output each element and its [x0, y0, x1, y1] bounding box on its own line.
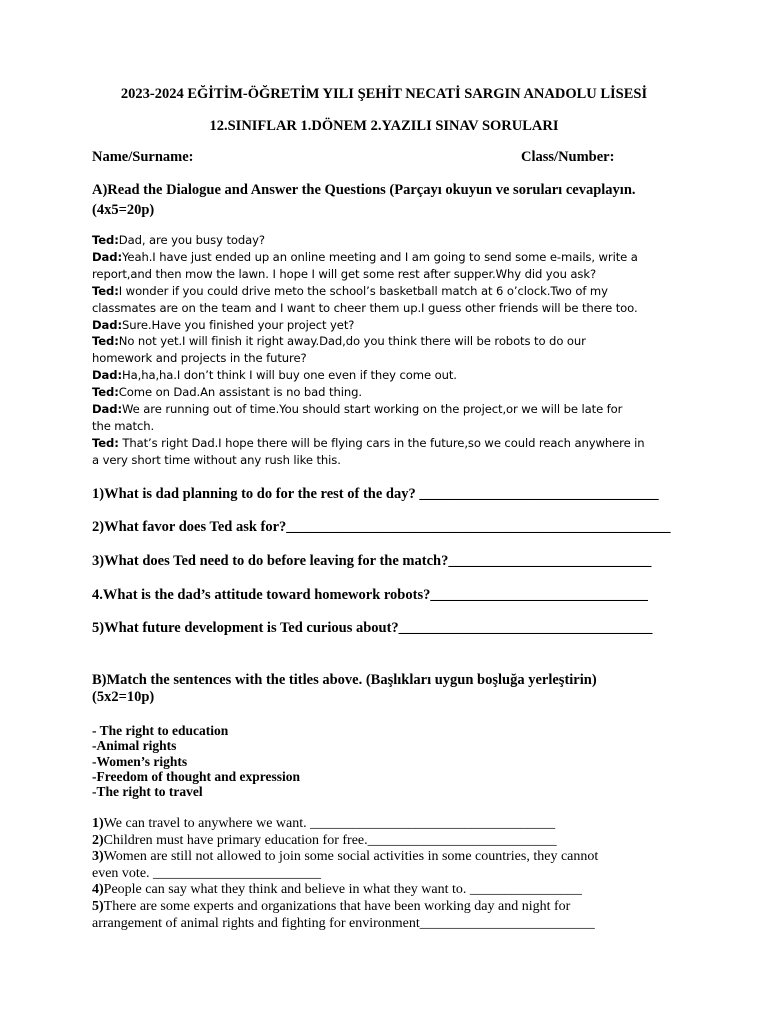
speaker: Ted: [92, 334, 119, 349]
sentence-line [92, 833, 672, 850]
speaker: Ted: [92, 385, 119, 400]
school-title: 2023-2024 EĞİTİM-ÖĞRETİM YILI ŞEHİT NECATİ SARGIN ANADOLU LİSESİ [120, 86, 648, 102]
dialogue-line [92, 367, 692, 384]
sentence-number: 5) [92, 898, 104, 914]
sentence-number: 3) [92, 849, 104, 865]
dialogue-utterance: That’s right Dad.I hope there will be flying cars in the future,so we could reach anywhere in [118, 435, 645, 450]
speaker: Dad: [92, 368, 122, 383]
sentence-line [92, 916, 672, 933]
dialogue-line [92, 300, 692, 317]
speaker: Dad: [92, 317, 122, 332]
speaker: Dad: [92, 402, 122, 417]
dialogue-utterance: No not yet.I will finish it right away.Dad,do you think there will be robots to do our [118, 334, 586, 349]
rights-title: - The right to education [92, 723, 229, 738]
rights-title: -Women’s rights [92, 753, 188, 769]
question-2: 2)What favor does Ted ask for?_____________________________________________________ [92, 519, 671, 535]
dialogue-line [92, 452, 692, 469]
dialogue-line [92, 384, 692, 401]
dialogue-utterance: a very short time without any rush like this. [92, 452, 341, 467]
sentence-number: 1) [92, 816, 104, 831]
dialogue-utterance: We are running out of time.You should start working on the project,or we will be late for [121, 402, 623, 417]
question-5: 5)What future development is Ted curious about?___________________________________ [92, 620, 653, 636]
dialogue-utterance: Sure.Have you finished your project yet? [121, 317, 355, 332]
dialogue-line [92, 333, 692, 350]
sentence-line [92, 849, 672, 866]
dialogue-line [92, 249, 692, 266]
dialogue-line [92, 232, 692, 249]
sentence-text: Women are still not allowed to join some social activities in some countries, they cannot [103, 849, 599, 865]
matching-sentences [92, 816, 672, 932]
sentence-line [92, 866, 672, 883]
rights-title: -The right to travel [92, 784, 203, 800]
dialogue-utterance: Dad, are you busy today? [118, 233, 265, 247]
dialogue-line [92, 435, 692, 452]
dialogue-utterance: Yeah.I have just ended up an online meeting and I am going to send some e-mails, write a [121, 249, 638, 264]
sentence-text: even vote. ________________________ [92, 865, 322, 881]
rights-title: -Animal rights [92, 738, 177, 754]
class-number-label: Class/Number: [521, 149, 615, 165]
dialogue-utterance: the match. [92, 418, 155, 433]
dialogue-utterance: homework and projects in the future? [92, 351, 307, 366]
rights-title: -Freedom of thought and expression [92, 768, 301, 784]
section-b-title-line1: B)Match the sentences with the titles above. (Başlıkları uygun boşluğa yerleştirin) [92, 672, 597, 688]
speaker: Dad: [92, 249, 122, 264]
section-a-title-line2: (4x5=20p) [92, 202, 155, 218]
section-b-title [92, 672, 692, 706]
question-3: 3)What does Ted need to do before leaving for the match?____________________________ [92, 553, 652, 569]
section-b-title-line2: (5x2=10p) [92, 689, 155, 705]
dialogue-line [92, 418, 692, 435]
dialogue-line [92, 283, 692, 300]
sentence-line [92, 899, 672, 916]
speaker: Ted: [92, 435, 119, 450]
sentence-number: 4) [92, 882, 104, 898]
speaker: Ted: [92, 283, 119, 298]
sentence-number: 2) [92, 832, 104, 848]
dialogue-line [92, 401, 692, 418]
dialogue-line [92, 317, 692, 334]
dialogue-utterance: classmates are on the team and I want to cheer them up.I guess other friends will be there too. [92, 300, 638, 315]
rights-title-list [92, 723, 300, 799]
sentence-text: Children must have primary education for free.___________________________ [103, 832, 557, 848]
dialogue-utterance: report,and then mow the lawn. I hope I will get some rest after supper.Why did you ask? [92, 266, 597, 281]
exam-title: 12.SINIFLAR 1.DÖNEM 2.YAZILI SINAV SORULARI [209, 118, 559, 134]
sentence-text: People can say what they think and believe in what they want to. ________________ [103, 882, 582, 898]
sentence-text: arrangement of animal rights and fighting for environment_________________________ [92, 915, 595, 931]
dialogue-utterance: Ha,ha,ha.I don’t think I will buy one even if they come out. [121, 368, 457, 383]
section-a-title-line1: A)Read the Dialogue and Answer the Questions (Parçayı okuyun ve soruları cevaplayın. [92, 182, 636, 198]
speaker: Ted: [92, 233, 119, 247]
dialogue-line [92, 266, 692, 283]
section-a-title [92, 180, 692, 220]
dialogue-utterance: Come on Dad.An assistant is no bad thing. [118, 385, 362, 400]
dialogue-line [92, 350, 692, 367]
sentence-line [92, 882, 672, 899]
question-4: 4.What is the dad’s attitude toward homework robots?______________________________ [92, 587, 648, 603]
name-surname-label: Name/Surname: [92, 149, 194, 165]
question-1: 1)What is dad planning to do for the rest of the day? _________________________________ [92, 486, 659, 502]
dialogue-text [92, 232, 692, 469]
dialogue-utterance: I wonder if you could drive meto the school’s basketball match at 6 o’clock.Two of my [118, 283, 608, 298]
sentence-line [92, 816, 672, 833]
sentence-text: There are some experts and organizations that have been working day and night for [103, 898, 571, 914]
sentence-text: We can travel to anywhere we want. ___________________________________ [103, 816, 556, 831]
